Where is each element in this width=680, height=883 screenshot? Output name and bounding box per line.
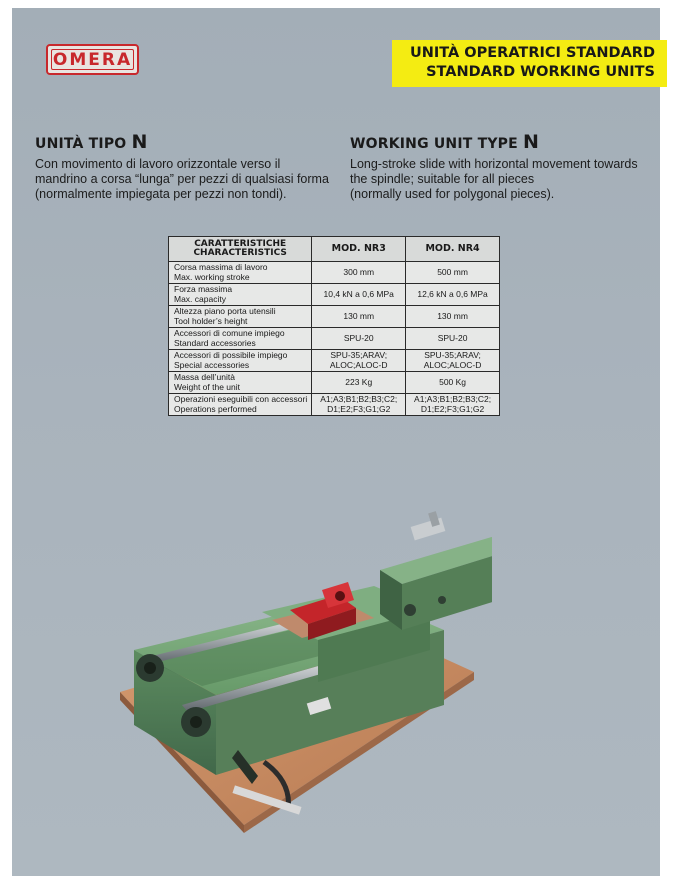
value-mod-nr3 <box>312 328 406 350</box>
air-valve <box>411 518 446 541</box>
value-mod-nr4 <box>406 350 500 372</box>
value-line: ALOC;ALOC-D <box>423 359 482 370</box>
logo-text: OMERA <box>52 49 133 70</box>
heading-italian-prefix: UNITÀ TIPO <box>35 136 132 152</box>
value-line: 12,6 kN a 0,6 MPa <box>417 288 488 299</box>
table-row <box>169 328 500 350</box>
description-line: (normalmente impiegata per pezzi non tondi). <box>35 187 287 201</box>
row-label-italian: Altezza piano porta utensili <box>174 306 276 316</box>
table-row <box>169 394 500 416</box>
header-mod-nr4: MOD. NR4 <box>406 237 500 262</box>
table-body <box>169 262 500 416</box>
value-line: ALOC;ALOC-D <box>329 359 388 370</box>
title-banner <box>392 40 667 87</box>
value-line: SPU-20 <box>343 332 374 343</box>
value-line: 223 Kg <box>345 376 373 387</box>
value-mod-nr4 <box>406 262 500 284</box>
table-row <box>169 284 500 306</box>
row-label-italian: Accessori di comune impiego <box>174 328 285 338</box>
value-line: 300 mm <box>343 266 375 277</box>
value-line: A1;A3;B1;B2;B3;C2; <box>320 394 398 404</box>
heading-italian <box>35 131 148 153</box>
row-label-english: Max. working stroke <box>174 271 250 282</box>
description-line: (normally used for polygonal pieces). <box>350 187 555 201</box>
row-label-english: Weight of the unit <box>174 381 240 392</box>
heading-english-letter: N <box>522 131 540 153</box>
value-line: SPU-35;ARAV; <box>330 350 388 360</box>
value-mod-nr4 <box>406 394 500 416</box>
row-label-italian: Accessori di possibile impiego <box>174 350 288 360</box>
banner-line-italian: UNITÀ OPERATRICI STANDARD <box>409 45 655 61</box>
header-label-italian: CARATTERISTICHE <box>194 238 287 249</box>
pneumatic-cylinder <box>380 511 492 630</box>
table-row <box>169 350 500 372</box>
header-characteristics <box>169 237 312 262</box>
value-line: SPU-20 <box>437 332 468 343</box>
value-mod-nr3 <box>312 350 406 372</box>
value-mod-nr3 <box>312 394 406 416</box>
row-label <box>169 350 312 372</box>
header-label-english: CHARACTERISTICS <box>193 248 287 258</box>
value-mod-nr4 <box>406 328 500 350</box>
row-label <box>169 372 312 394</box>
row-label-italian: Massa dell’unità <box>174 372 235 382</box>
value-line: 130 mm <box>437 310 468 321</box>
machine-photo <box>112 500 492 850</box>
value-mod-nr3 <box>312 306 406 328</box>
row-label-italian: Forza massima <box>174 284 233 294</box>
description-line: Con movimento di lavoro orizzontale verso il <box>35 157 281 171</box>
heading-english-prefix: WORKING UNIT TYPE <box>350 136 523 152</box>
row-label <box>169 262 312 284</box>
row-label <box>169 328 312 350</box>
row-label-english: Operations performed <box>174 403 257 414</box>
description-line: Long-stroke slide with horizontal movement towards <box>350 157 638 171</box>
heading-italian-letter: N <box>131 131 148 153</box>
value-line: 10,4 kN a 0,6 MPa <box>323 288 394 299</box>
value-mod-nr3 <box>312 372 406 394</box>
description-line: mandrino a corsa “lunga” per pezzi di qualsiasi forma <box>35 172 329 186</box>
value-line: D1;E2;F3;G1;G2 <box>327 403 391 414</box>
row-label-italian: Corsa massima di lavoro <box>174 262 268 272</box>
table-row <box>169 262 500 284</box>
table-header-row <box>169 237 500 262</box>
value-mod-nr4 <box>406 284 500 306</box>
table-row <box>169 306 500 328</box>
omera-logo <box>46 44 139 75</box>
row-label <box>169 394 312 416</box>
description-english <box>350 157 650 202</box>
row-label-english: Standard accessories <box>174 337 256 348</box>
row-label-english: Tool holder’s height <box>174 315 248 326</box>
value-mod-nr3 <box>312 284 406 306</box>
value-mod-nr4 <box>406 372 500 394</box>
row-label-english: Special accessories <box>174 359 250 370</box>
table-row <box>169 372 500 394</box>
description-italian <box>35 157 335 202</box>
row-label-italian: Operazioni eseguibili con accessori <box>174 394 308 404</box>
value-mod-nr4 <box>406 306 500 328</box>
row-label-english: Max. capacity <box>174 293 226 304</box>
row-label <box>169 284 312 306</box>
value-mod-nr3 <box>312 262 406 284</box>
heading-english <box>350 131 539 153</box>
value-line: 130 mm <box>343 310 375 321</box>
row-label <box>169 306 312 328</box>
banner-line-english: STANDARD WORKING UNITS <box>426 64 655 80</box>
value-line: A1;A3;B1;B2;B3;C2; <box>414 394 492 404</box>
value-line: SPU-35;ARAV; <box>424 350 481 360</box>
description-line: the spindle; suitable for all pieces <box>350 172 535 186</box>
value-line: 500 Kg <box>439 376 467 387</box>
header-mod-nr3: MOD. NR3 <box>312 237 406 262</box>
characteristics-table <box>168 236 500 416</box>
value-line: D1;E2;F3;G1;G2 <box>420 403 485 414</box>
value-line: 500 mm <box>437 266 468 277</box>
